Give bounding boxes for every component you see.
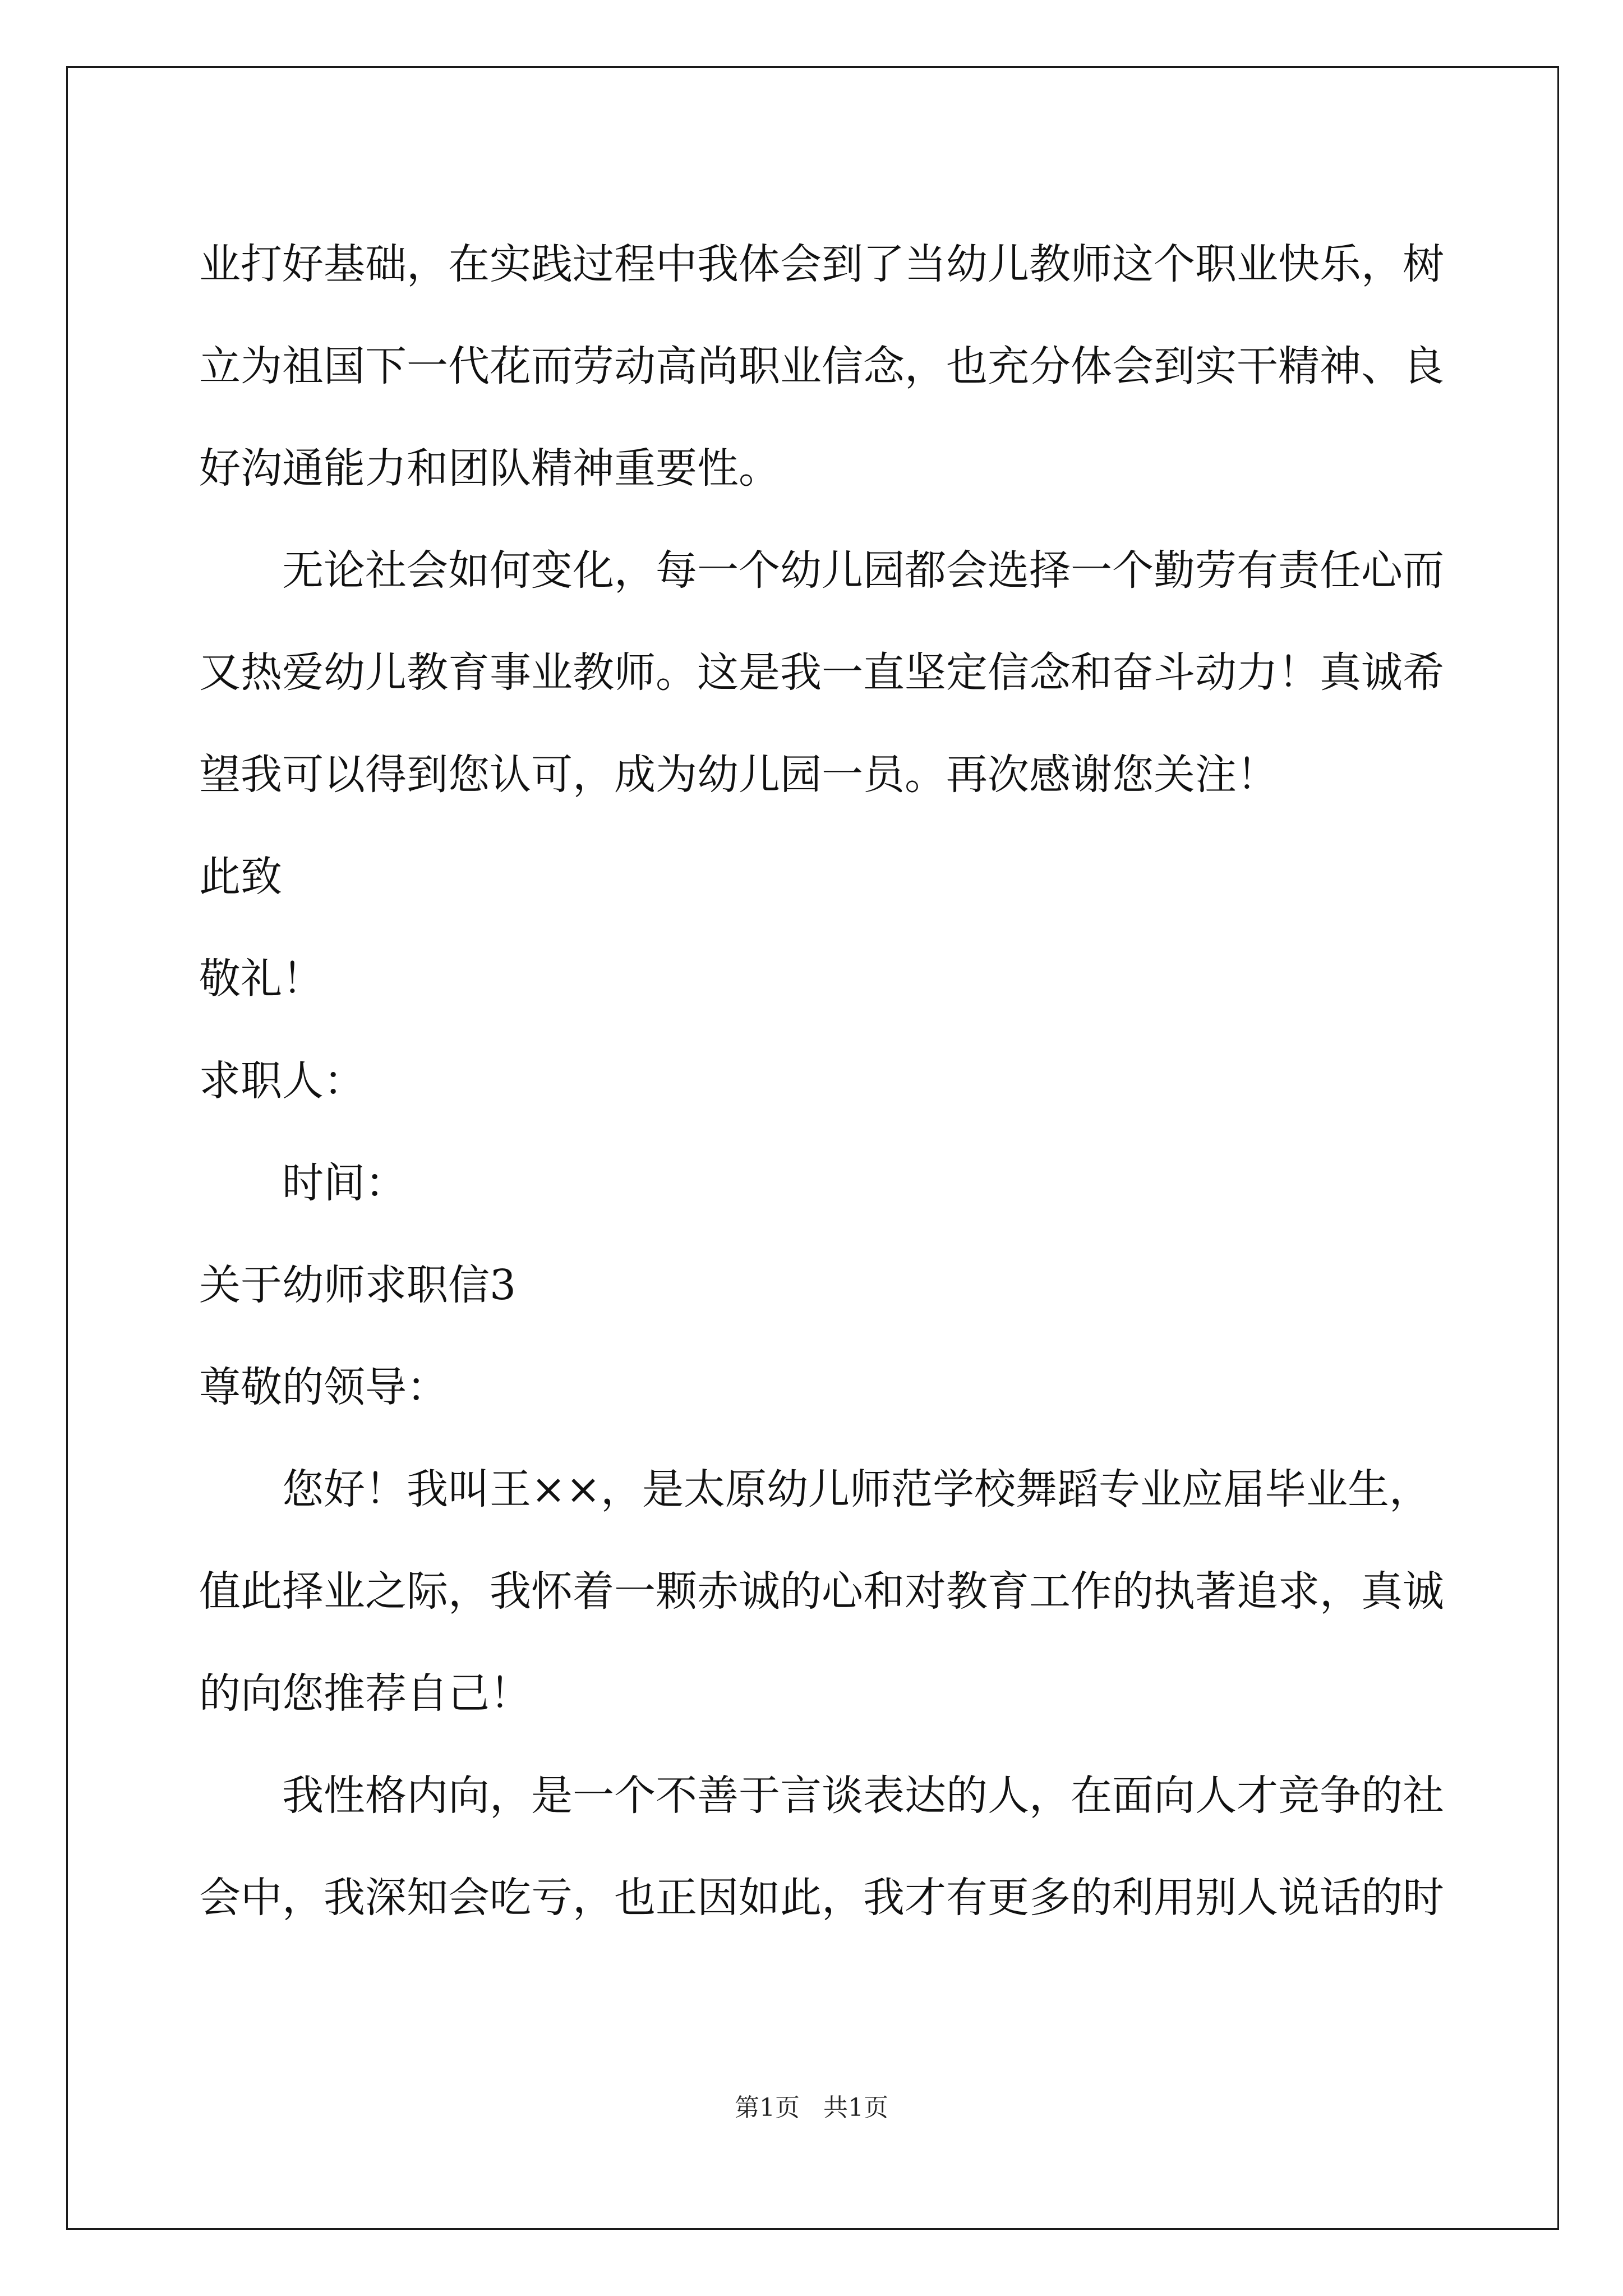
greeting: 尊敬的领导：: [199, 1363, 448, 1411]
page-number: 第1页: [735, 2093, 800, 2122]
text-line: 望我可以得到您认可，成为幼儿园一员。再次感谢您关注！: [199, 751, 1278, 799]
text-line: 业打好基础，在实践过程中我体会到了当幼儿教师这个职业快乐，树: [199, 240, 1444, 288]
closing-salutation: 此致: [199, 853, 282, 901]
text-line: 我性格内向，是一个不善于言谈表达的人，在面向人才竞争的社: [282, 1772, 1444, 1820]
text-line: 您好！我叫王××，是太原幼儿师范学校舞蹈专业应届毕业生，: [282, 1465, 1431, 1513]
section-title: 关于幼师求职信3: [199, 1261, 517, 1309]
text-line: 无论社会如何变化，每一个幼儿园都会选择一个勤劳有责任心而: [282, 546, 1444, 595]
text-line: 好沟通能力和团队精神重要性。: [199, 444, 780, 493]
page-total: 共1页: [823, 2093, 888, 2122]
applicant-label: 求职人：: [199, 1057, 365, 1105]
text-line: 的向您推荐自己！: [199, 1669, 531, 1718]
page-footer: [0, 2091, 1623, 2125]
text-line: 又热爱幼儿教育事业教师。这是我一直坚定信念和奋斗动力！真诚希: [199, 648, 1444, 697]
text-line: 值此择业之际，我怀着一颗赤诚的心和对教育工作的执著追求，真诚: [199, 1567, 1444, 1616]
document-body: [199, 213, 1444, 1949]
date-label: 时间：: [282, 1159, 407, 1207]
text-line: 立为祖国下一代花而劳动高尚职业信念，也充分体会到实干精神、良: [199, 342, 1444, 390]
closing-regards: 敬礼！: [199, 955, 324, 1003]
text-line: 会中，我深知会吃亏，也正因如此，我才有更多的利用别人说话的时: [199, 1874, 1444, 1922]
